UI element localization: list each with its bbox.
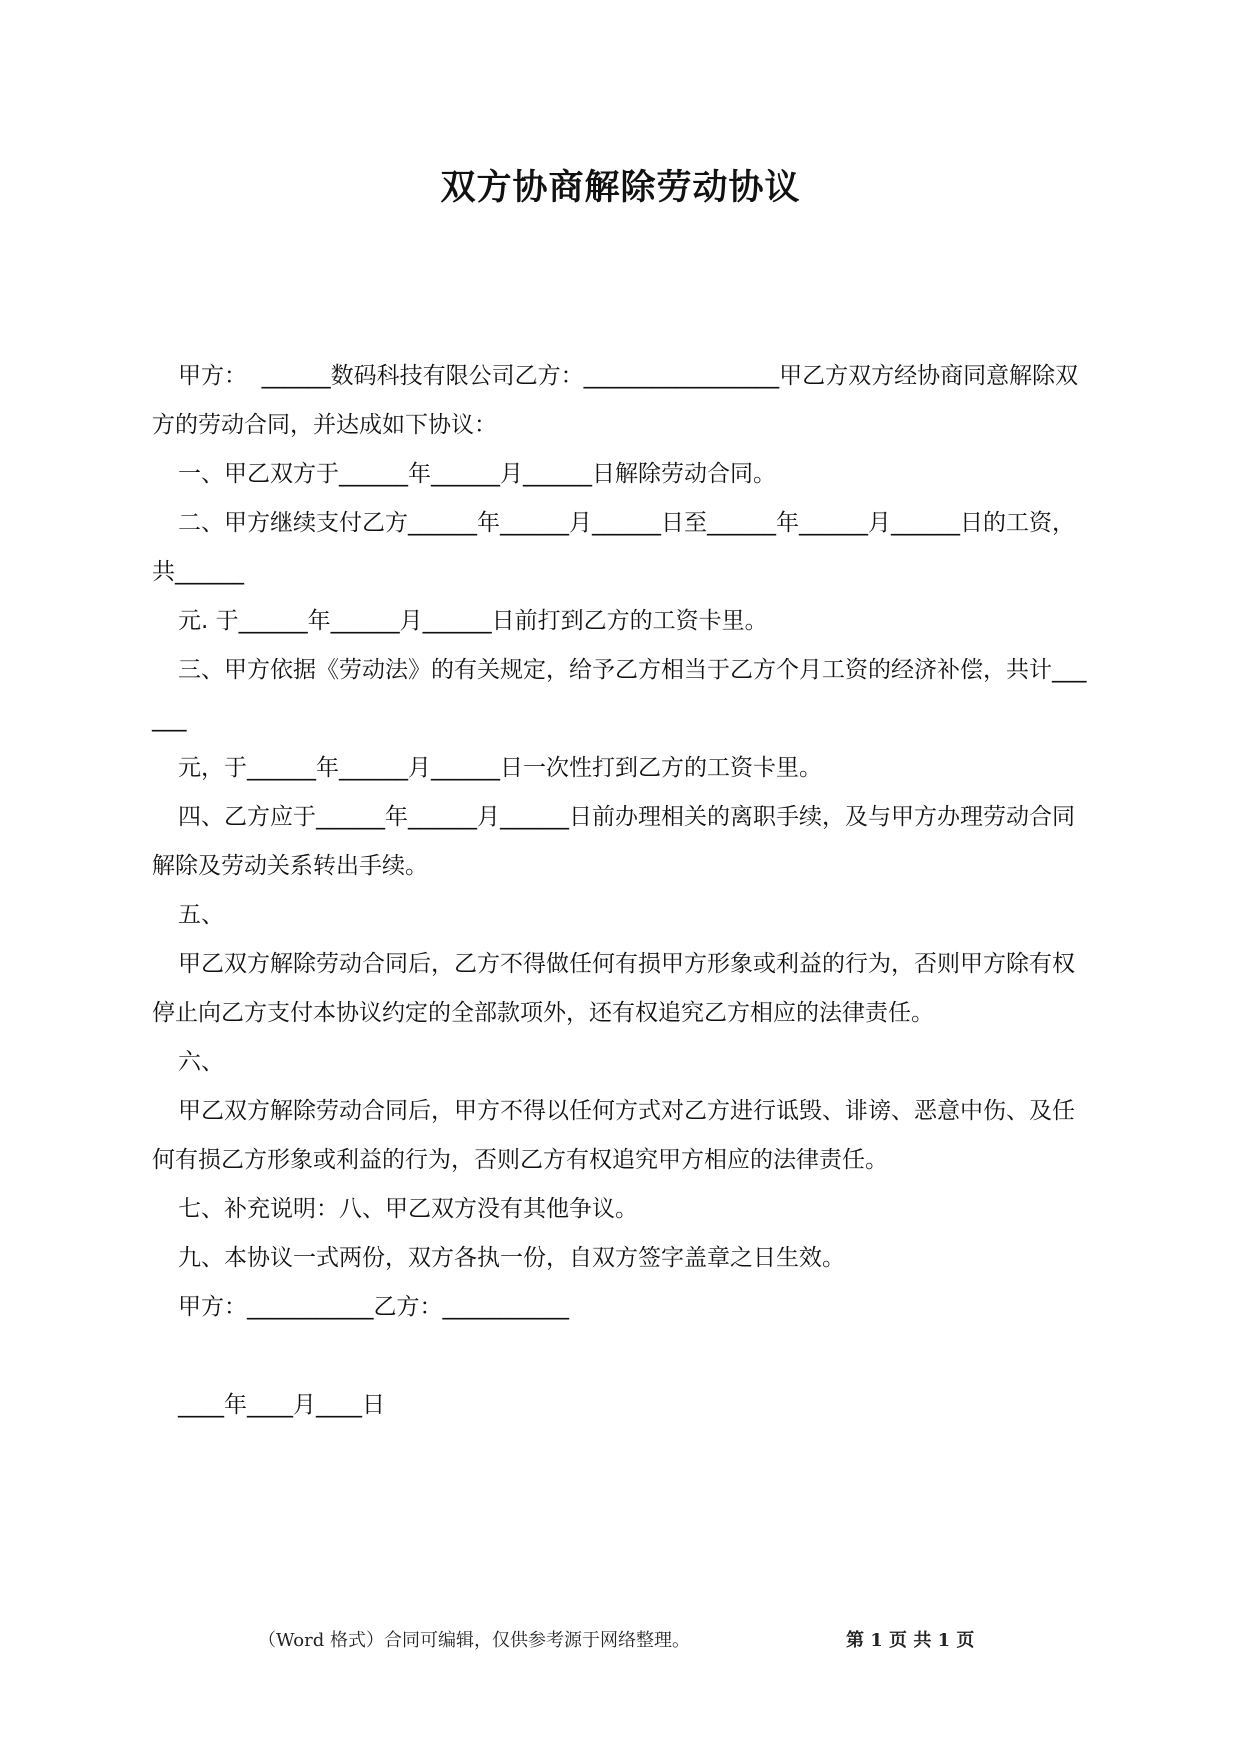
footer-note: （Word 格式）合同可编辑，仅供参考源于网络整理。 [258, 1630, 690, 1651]
paragraph-clause-3: 三、甲方依据《劳动法》的有关规定，给予乙方相当于乙方个月工资的经济补偿，共计______ [152, 657, 1087, 732]
paragraph-clause-5-heading: 五、 [178, 902, 224, 928]
paragraph-clause-7-8: 七、补充说明：八、甲乙双方没有其他争议。 [178, 1196, 638, 1222]
paragraph-clause-2: 二、甲方继续支付乙方______年______月______日至______年______月______日的工资，共______ [152, 510, 1075, 585]
paragraph-clause-1: 一、甲乙双方于______年______月______日解除劳动合同。 [178, 461, 776, 487]
paragraph-clause-6: 甲乙双方解除劳动合同后，甲方不得以任何方式对乙方进行诋毁、诽谤、恶意中伤、及任何有损乙方形象或利益的行为，否则乙方有权追究甲方相应的法律责任。 [152, 1098, 1075, 1173]
signature-line: 甲方：___________乙方：___________ [178, 1294, 569, 1320]
paragraph-clause-2-payment: 元. 于______年______月______日前打到乙方的工资卡里。 [178, 608, 768, 634]
paragraph-clause-9: 九、本协议一式两份，双方各执一份，自双方签字盖章之日生效。 [178, 1245, 845, 1271]
document-title: 双方协商解除劳动协议 [440, 168, 801, 208]
date-line: ____年____月____日 [178, 1392, 385, 1418]
paragraph-clause-4: 四、乙方应于______年______月______日前办理相关的离职手续，及与甲方办理劳动合同解除及劳动关系转出手续。 [152, 804, 1075, 879]
document-body [152, 352, 1096, 1430]
paragraph-parties: 甲方： ______数码科技有限公司乙方：_________________甲乙方双方经协商同意解除双方的劳动合同，并达成如下协议： [152, 363, 1079, 438]
page-number: 第 1 页 共 1 页 [846, 1630, 975, 1651]
paragraph-clause-5: 甲乙双方解除劳动合同后，乙方不得做任何有损甲方形象或利益的行为，否则甲方除有权停止向乙方支付本协议约定的全部款项外，还有权追究乙方相应的法律责任。 [152, 951, 1075, 1026]
paragraph-clause-6-heading: 六、 [178, 1049, 224, 1075]
spacer [152, 1332, 1096, 1381]
paragraph-clause-3-payment: 元，于______年______月______日一次性打到乙方的工资卡里。 [178, 755, 822, 781]
